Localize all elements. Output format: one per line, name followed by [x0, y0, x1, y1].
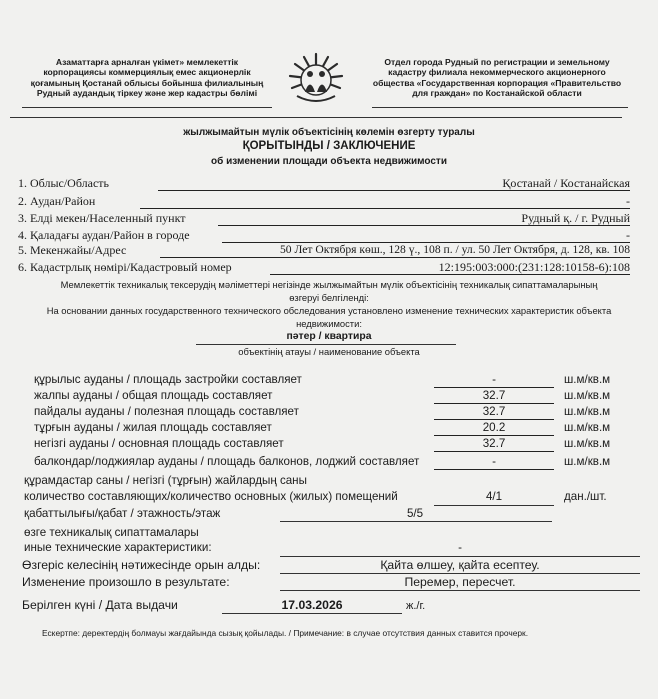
change-underline-kk: [280, 573, 640, 574]
issue-date-label: Берілген күні / Дата выдачи: [22, 598, 178, 612]
header-left-line: Азаматтарға арналған үкімет» мемлекеттік: [55, 57, 239, 67]
change-underline-ru: [280, 590, 640, 591]
measurement-row: [34, 405, 624, 421]
header-left-line: корпорациясы коммерциялық емес акционерлік: [43, 67, 251, 78]
measurement-label: құрылыс ауданы / площадь застройки составляет: [34, 373, 302, 386]
document-title: ҚОРЫТЫНДЫ / ЗАКЛЮЧЕНИЕ: [242, 140, 416, 152]
field-value: -: [626, 228, 630, 242]
change-value-kk: Қайта өлшеу, қайта есептеу.: [380, 558, 540, 572]
object-name-underline: [196, 344, 456, 345]
measurement-value: -: [492, 455, 496, 468]
measurement-value: 32.7: [482, 389, 506, 402]
measurement-unit: ш.м/кв.м: [564, 455, 611, 468]
header-left-organization: [22, 57, 272, 98]
issue-date-value: 17.03.2026: [281, 598, 343, 612]
footnote: Ескертпе: деректердің болмауы жағдайында сызық қойылады. / Примечание: в случае отсутствия данных ставится прочерк.: [42, 628, 529, 638]
issue-date-underline: [222, 613, 402, 614]
header-separator: [10, 117, 622, 118]
measurement-label: тұрғын ауданы / жилая площадь составляет: [34, 421, 272, 434]
header-left-underline: [22, 107, 272, 108]
measurement-label: негізгі ауданы / основная площадь составляет: [34, 437, 284, 450]
basis-ru-line: На основании данных государственного технического обследования установлено изменение технических характеристик объекта: [46, 305, 612, 316]
emblem-icon: [287, 50, 345, 108]
field-settlement: [18, 211, 630, 227]
document-subject-ru: об изменении площади объекта недвижимости: [211, 156, 447, 167]
measurement-row: [34, 389, 624, 405]
rooms-value: 4/1: [485, 490, 503, 503]
header-left-line: Рудный аудандық тіркеу және жер кадастры бөлімі: [36, 87, 258, 98]
measurement-label: жалпы ауданы / общая площадь составляет: [34, 389, 273, 402]
field-district: [18, 194, 630, 210]
object-name: пәтер / квартира: [286, 331, 372, 342]
measurement-unit: ш.м/кв.м: [564, 421, 611, 434]
measurement-value: 20.2: [482, 421, 506, 434]
field-label: 2. Аудан/Район: [18, 194, 96, 208]
field-value: Рудный қ. / г. Рудный: [521, 211, 630, 225]
floors-value: 5/5: [406, 507, 424, 520]
measurement-underline: [434, 403, 554, 404]
field-value: 12:195:003:000:(231:128:10158-6):108: [438, 260, 630, 274]
measurement-underline: [434, 469, 554, 470]
other-label-kk: өзге техникалық сипаттамалары: [24, 526, 199, 539]
change-value-ru: Перемер, пересчет.: [404, 575, 516, 589]
measurement-value: 32.7: [482, 437, 506, 450]
basis-ru-line: недвижимости:: [296, 318, 362, 329]
field-address: [18, 243, 630, 259]
floors-label: қабаттылығы/қабат / этажность/этаж: [24, 507, 221, 520]
field-cadastral-number: [18, 260, 630, 276]
field-value: 50 Лет Октября көш., 128 ү., 108 п. / ул. 50 Лет Октября, д. 128, кв. 108: [279, 243, 630, 256]
measurement-unit: ш.м/кв.м: [564, 405, 611, 418]
other-label-ru: иные технические характеристики:: [24, 541, 212, 554]
field-value: -: [626, 194, 630, 208]
measurement-underline: [434, 419, 554, 420]
measurement-row: [34, 421, 624, 437]
header-right-underline: [372, 107, 628, 108]
header-right-line: Отдел города Рудный по регистрации и земельному: [384, 57, 610, 67]
measurement-unit: ш.м/кв.м: [564, 437, 611, 450]
measurement-label: балкондар/лоджиялар ауданы / площадь балконов, лоджий составляет: [34, 455, 420, 468]
field-label: 1. Облыс/Область: [18, 176, 110, 190]
field-region: [18, 176, 630, 192]
measurement-underline: [434, 451, 554, 452]
measurement-value: -: [492, 373, 496, 386]
object-caption: объектінің атауы / наименование объекта: [238, 346, 420, 357]
measurement-value: 32.7: [482, 405, 506, 418]
header-right-line: кадастру филиала некоммерческого акционерного: [388, 67, 606, 78]
measurement-row: [34, 455, 624, 471]
other-value: -: [458, 541, 462, 554]
header-left-line: қоғамының Қостанай облысы бойынша филиалының: [30, 77, 264, 88]
measurement-unit: ш.м/кв.м: [564, 389, 611, 402]
measurement-underline: [434, 435, 554, 436]
field-underline: [160, 257, 630, 258]
change-label-kk: Өзгеріс келесінің нәтижесінде орын алды:: [22, 558, 261, 572]
rooms-unit: дан./шт.: [564, 490, 607, 503]
rooms-label-kk: құрамдастар саны / негізгі (тұрғын) жайлардың саны: [24, 474, 307, 487]
basis-kk-line: Мемлекеттік техникалық тексерудің мәліметтері негізінде жылжымайтын мүлік объектісінің техникалық сипаттамаларының: [60, 279, 598, 290]
rooms-underline: [434, 505, 554, 506]
issue-date-suffix: ж./г.: [406, 600, 426, 612]
field-city-district: [18, 228, 630, 244]
measurement-row: [34, 437, 624, 453]
field-underline: [140, 208, 630, 209]
floors-underline: [280, 521, 552, 522]
measurement-unit: ш.м/кв.м: [564, 373, 611, 386]
measurement-underline: [434, 387, 554, 388]
field-label: 3. Елді мекен/Населенный пункт: [18, 211, 186, 225]
header-right-organization: [366, 57, 628, 98]
document-subject: жылжымайтын мүлік объектісінің көлемін өзгерту туралы: [183, 127, 475, 138]
basis-kk-line: өзгеруі белгіленді:: [289, 292, 369, 303]
header-right-line: для граждан» по Костанайской области: [412, 87, 582, 98]
field-label: 6. Кадастрлық нөмірі/Кадастровый номер: [18, 260, 232, 274]
change-label-ru: Изменение произошло в результате:: [22, 575, 230, 589]
other-underline: [280, 556, 640, 557]
field-value: Қостанай / Костанайская: [502, 176, 630, 190]
measurement-label: пайдалы ауданы / полезная площадь составляет: [34, 405, 299, 418]
measurement-row: [34, 373, 624, 389]
field-label: 4. Қаладағы аудан/Район в городе: [18, 228, 190, 242]
field-label: 5. Мекенжайы/Адрес: [18, 243, 127, 257]
header-right-line: общества «Государственная корпорация «Правительство: [372, 77, 622, 88]
rooms-label-ru: количество составляющих/количество основных (жилых) помещений: [24, 490, 398, 503]
